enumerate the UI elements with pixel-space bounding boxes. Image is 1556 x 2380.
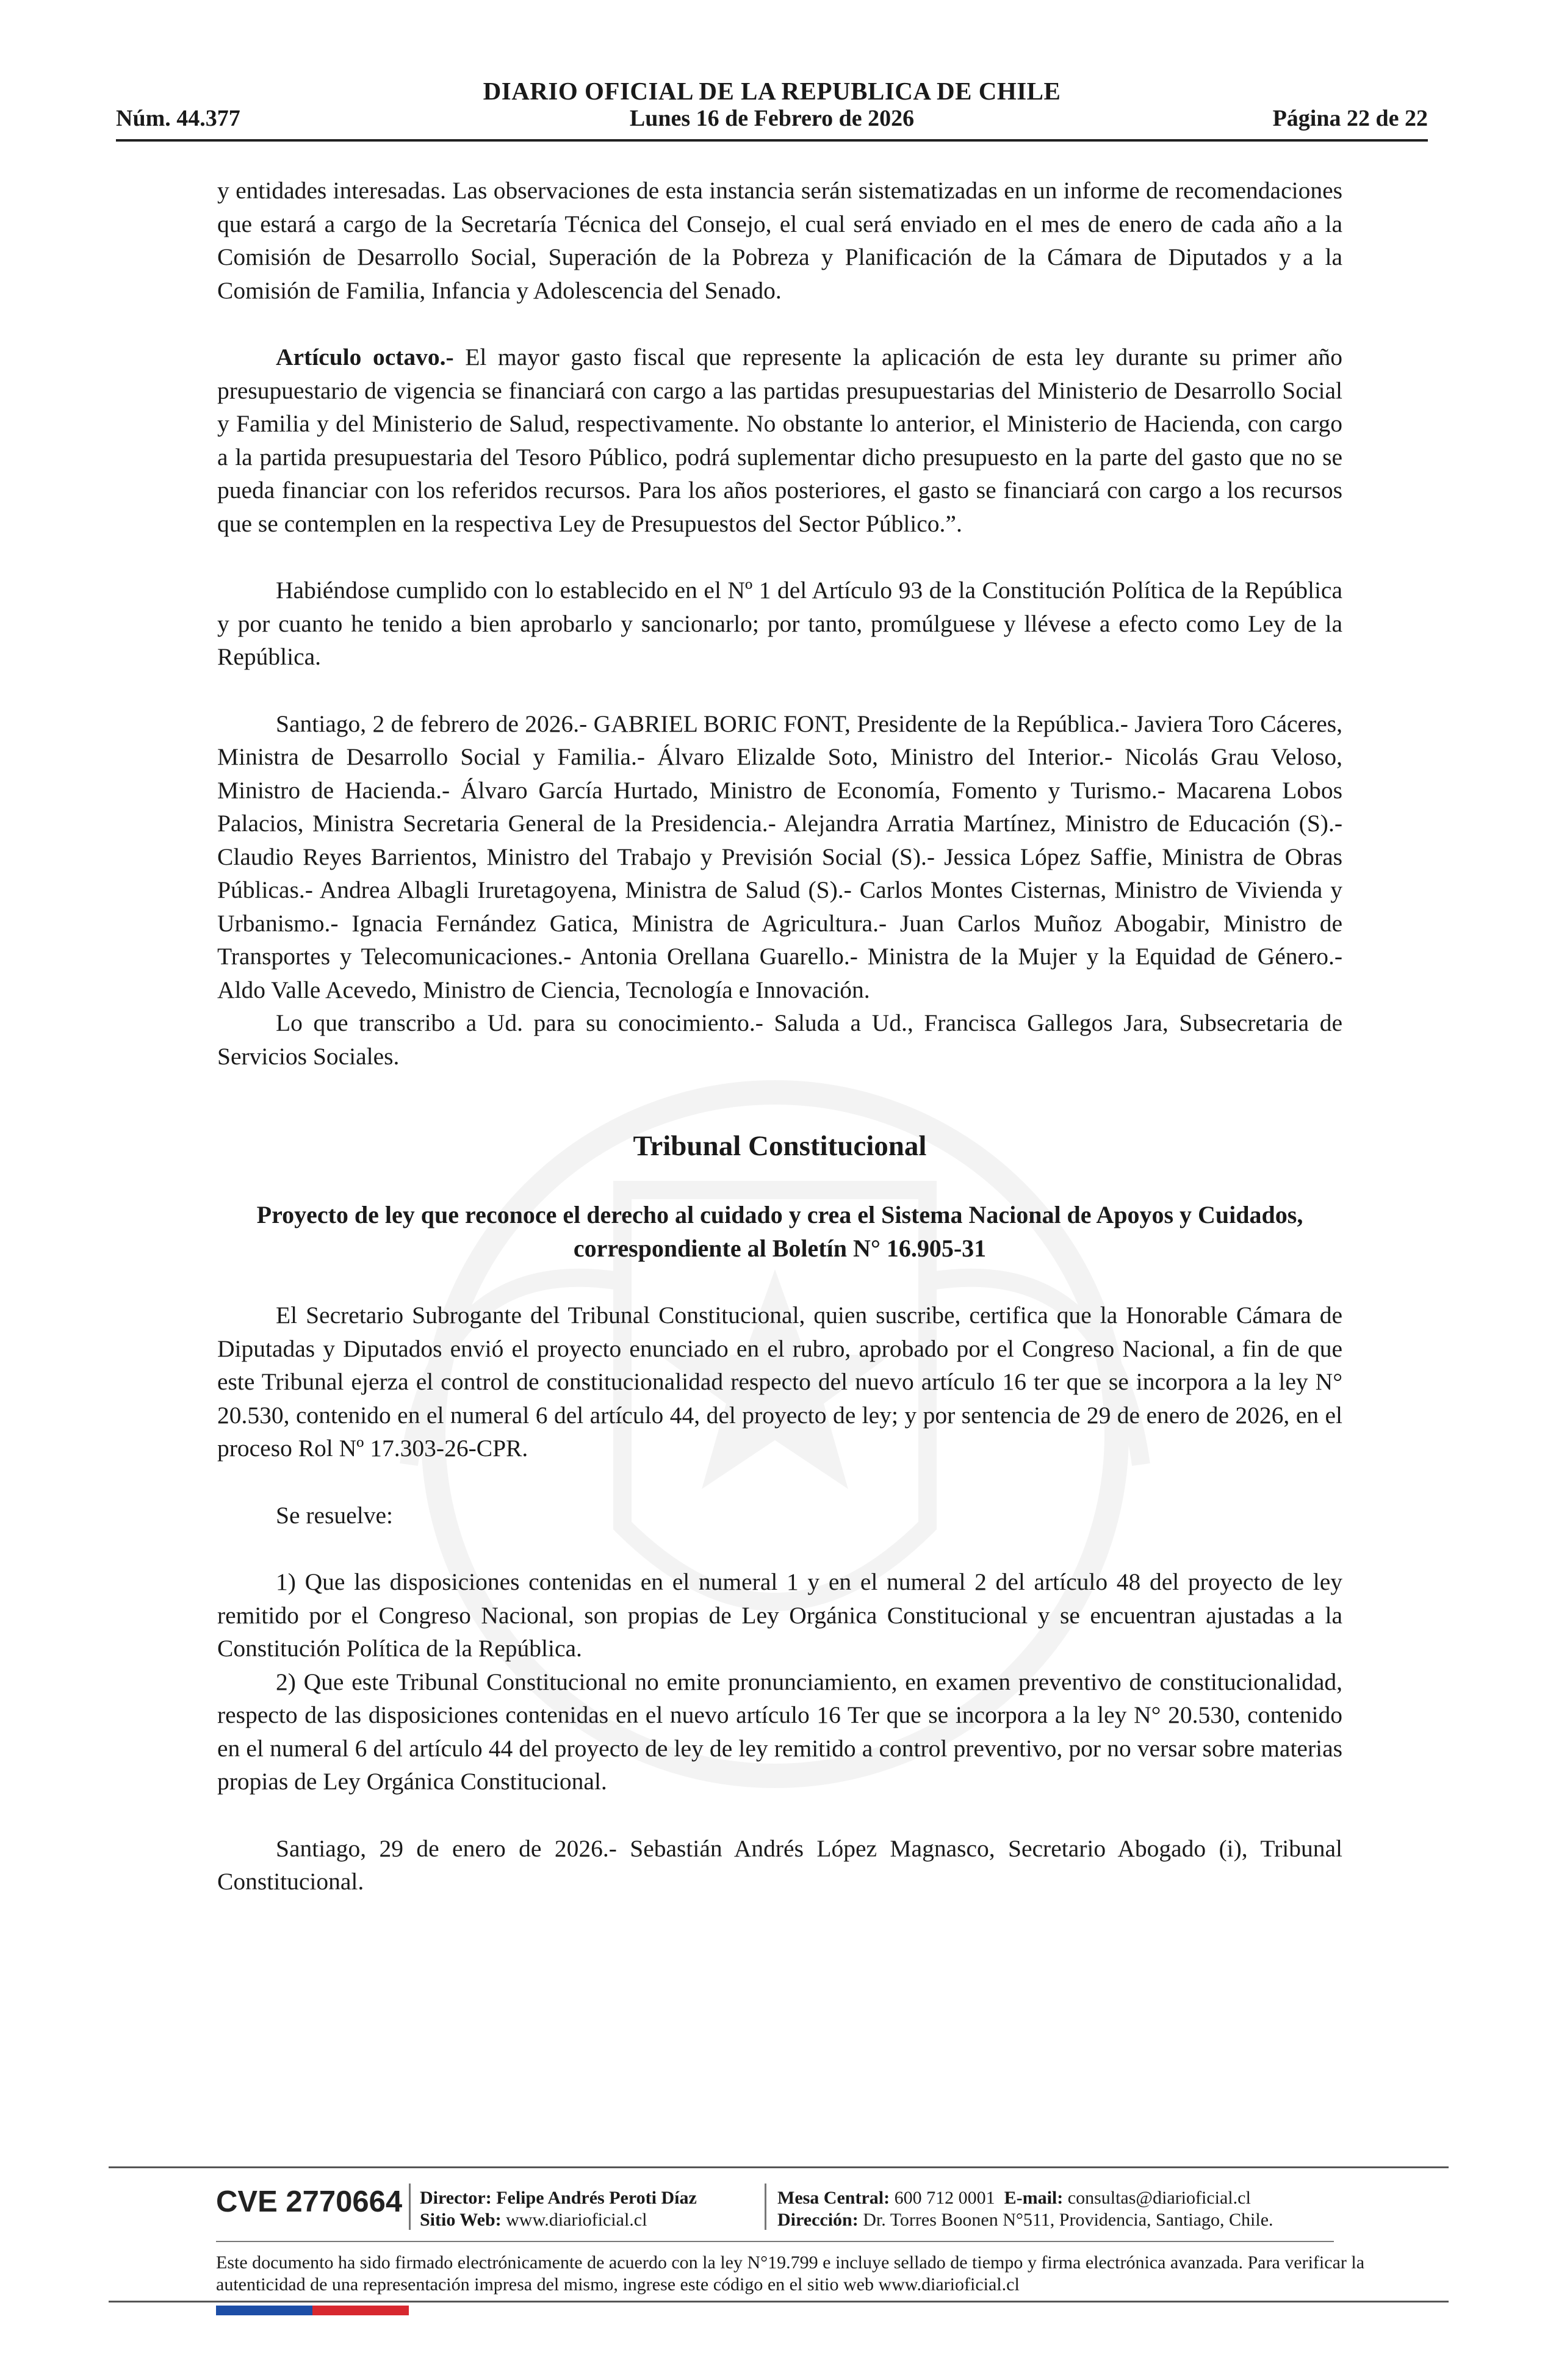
paragraph-closing: Santiago, 29 de enero de 2026.- Sebastián Andrés López Magnasco, Secretario Abogado (i), Tribunal Constitucional. [217, 1834, 1342, 1895]
page-number: Página 22 de 22 [1272, 106, 1428, 131]
footer-mid-rule [216, 2241, 1334, 2242]
website-label: Sitio Web: [420, 2210, 502, 2230]
issue-date: Lunes 16 de Febrero de 2026 [629, 106, 915, 131]
section-subtitle: Proyecto de ley que reconoce el derecho al cuidado y crea el Sistema Nacional de Apoyos y Cuidados, correspondiente al Boletín N° 16.905-31 [256, 1201, 1303, 1262]
phone-label: Mesa Central: [777, 2188, 890, 2208]
paragraph-signatures: Santiago, 2 de febrero de 2026.- GABRIEL BORIC FONT, Presidente de la República.- Javiera Toro Cáceres, Ministra de Desarrollo Social y Familia.- Álvaro Elizalde Soto, Ministro del Interior.- Nicolás Grau Veloso, Ministro de Hacienda.- Álvaro García Hurtado, Ministro de Economía, Fomento y Turismo.- Macarena Lobos Palacios, Ministra Secretaria General de la Presidencia.- Alejandra Arratia Martínez, Ministro de Educación (S).- Claudio Reyes Barrientos, Ministro del Trabajo y Previsión Social (S).- Jessica López Saffie, Ministra de Obras Públicas.- Andrea Albagli Iruretagoyena, Ministra de Salud (S).- Carlos Montes Cisternas, Ministro de Vivienda y Urbanismo.- Ignacia Fernández Gatica, Ministra de Agricultura.- Juan Carlos Muñoz Abogabir, Ministro de Transportes y Telecomunicaciones.- Antonia Orellana Guarello.- Ministra de la Mujer y la Equidad de Género.- Aldo Valle Acevedo, Ministro de Ciencia, Tecnología e Innovación. [217, 710, 1342, 1003]
paragraph-certification: El Secretario Subrogante del Tribunal Constitucional, quien suscribe, certifica que la Honorable Cámara de Diputadas y Diputados envió el proyecto enunciado en el rubro, aprobado por el Congreso Nacional, a fin de que este Tribunal ejerza el control de constitucionalidad respecto del nuevo artículo 16 ter que se incorpora a la ley N° 20.530, contenido en el numeral 6 del artículo 44, del proyecto de ley; y por sentencia de 29 de enero de 2026, en el proceso Rol Nº 17.303-26-CPR. [217, 1302, 1342, 1462]
website-link[interactable]: www.diarioficial.cl [501, 2210, 647, 2230]
article-text: El mayor gasto fiscal que represente la aplicación de esta ley durante su primer año presupuestario de vigencia se financiará con cargo a las partidas presupuestarias del Ministerio de Desarrollo Social y Familia y del Ministerio de Salud, respectivamente. No obstante lo anterior, el Ministerio de Hacienda, con cargo a la partida presupuestaria del Tesoro Público, podrá suplementar dicho presupuesto en la parte del gasto que no se pueda financiar con los referidos recursos. Para los años posteriores, el gasto se financiará con cargo a los recursos que se contemplen en la respectiva Ley de Presupuestos del Sector Público.”. [217, 344, 1342, 537]
email-link[interactable]: consultas@diarioficial.cl [1063, 2188, 1251, 2208]
footer-top-rule [109, 2166, 1449, 2168]
phone-number: 600 712 0001 [890, 2188, 995, 2208]
paragraph-continuation: y entidades interesadas. Las observaciones de esta instancia serán sistematizadas en un informe de recomendaciones que estará a cargo de la Secretaría Técnica del Consejo, el cual será enviado en el mes de enero de cada año a la Comisión de Desarrollo Social, Superación de la Pobreza y Planificación de la Cámara de Diputados y a la Comisión de Familia, Infancia y Adolescencia del Senado. [217, 177, 1342, 304]
section-title: Tribunal Constitucional [633, 1130, 927, 1162]
paragraph-transcription: Lo que transcribo a Ud. para su conocimiento.- Saluda a Ud., Francisca Gallegos Jara, Subsecretaria de Servicios Sociales. [217, 1009, 1342, 1070]
electronic-signature-notice: Este documento ha sido firmado electrónicamente de acuerdo con la ley N°19.799 e incluye sellado de tiempo y firma electrónica avanzada. Para verificar la autenticidad de una representación impresa del mismo, ingrese este código en el sitio web www.diarioficial.cl [216, 2252, 1365, 2295]
footer-director-block [420, 2187, 697, 2231]
director-label: Director: [420, 2188, 492, 2208]
cve-code: CVE 2770664 [216, 2185, 403, 2218]
address-text: Dr. Torres Boonen N°511, Providencia, Santiago, Chile. [858, 2210, 1273, 2230]
footer-contact-block [777, 2187, 1273, 2231]
article-label: Artículo octavo.- [276, 344, 454, 370]
footer-separator [409, 2183, 411, 2230]
address-label: Dirección: [777, 2210, 859, 2230]
footer-bottom-rule [109, 2301, 1449, 2302]
newspaper-title: DIARIO OFICIAL DE LA REPUBLICA DE CHILE [483, 77, 1061, 105]
paragraph-resolve: Se resuelve: [276, 1501, 393, 1529]
article-octavo [217, 341, 1342, 540]
resolution-item-2: 2) Que este Tribunal Constitucional no emite pronunciamiento, en examen preventivo de constitucionalidad, respecto de las disposiciones contenidas en el nuevo artículo 16 Ter que se incorpora a la ley N° 20.530, contenido en el numeral 6 del artículo 44 del proyecto de ley de ley remitido a control preventivo, por no versar sobre materias propias de Ley Orgánica Constitucional. [217, 1668, 1342, 1795]
paragraph-promulgation: Habiéndose cumplido con lo establecido en el Nº 1 del Artículo 93 de la Constitución Política de la República y por cuanto he tenido a bien aprobarlo y sancionarlo; por tanto, promúlguese y llévese a efecto como Ley de la República. [217, 577, 1342, 670]
resolution-item-1: 1) Que las disposiciones contenidas en el numeral 1 y en el numeral 2 del artículo 48 del proyecto de ley remitido por el Congreso Nacional, son propias de Ley Orgánica Constitucional y se encuentran ajustadas a la Constitución Política de la República. [217, 1568, 1342, 1662]
document-body [217, 174, 1342, 1899]
flag-red-stripe [312, 2306, 409, 2315]
page-header [116, 76, 1428, 143]
email-label: E-mail: [1004, 2188, 1064, 2208]
director-name: Felipe Andrés Peroti Díaz [491, 2188, 697, 2208]
chile-flag-bar [216, 2306, 409, 2315]
issue-number: Núm. 44.377 [116, 106, 240, 131]
flag-blue-stripe [216, 2306, 312, 2315]
header-divider [116, 139, 1428, 142]
footer-separator [765, 2183, 766, 2230]
